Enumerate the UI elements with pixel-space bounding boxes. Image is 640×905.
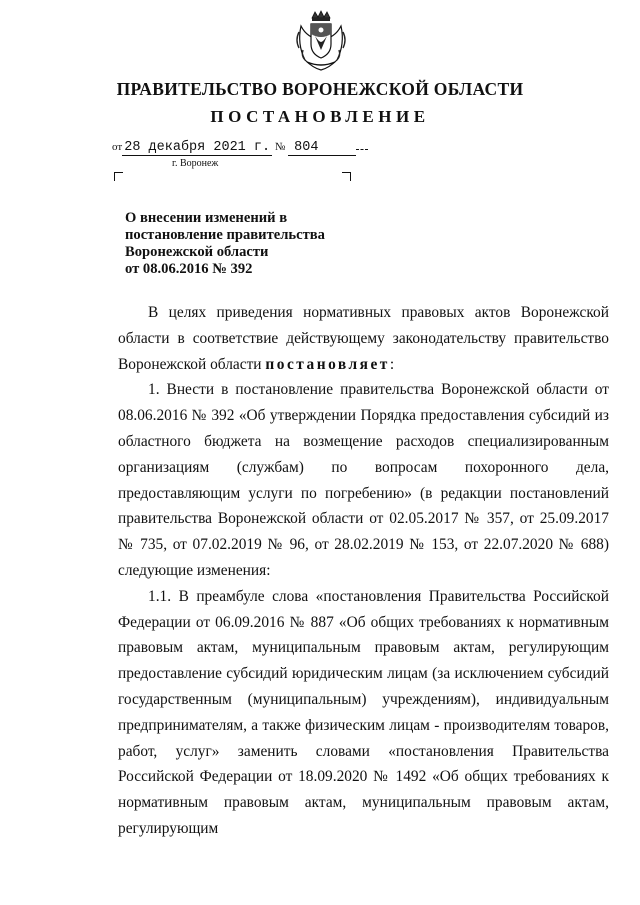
document-body: [118, 300, 609, 842]
clause-1-paragraph: 1. Внести в постановление правительства Воронежской области от 08.06.2016 № 392 «Об утверждении Порядка предоставления субсидий из областного бюджета на возмещение расходов специализированным организациям (службам) по вопросам похоронного дела, предоставляющим услуги по погребению» (в редакции постановлений правительства Воронежской области от 02.05.2017 № 357, от 25.09.2017 № 735, от 07.02.2019 № 96, от 28.02.2019 № 153, от 22.07.2020 № 688) следующие изменения:: [118, 381, 609, 579]
subject-line: Воронежской области: [125, 244, 269, 260]
clause-1-1-paragraph: 1.1. В преамбуле слова «постановления Правительства Российской Федерации от 06.09.2016 № 887 «Об общих требованиях к нормативным правовым актам, муниципальным правовым актам, регулирующим предоставление субсидий юридическим лицам (за исключением субсидий государственным (муниципальным) учреждениям), индивидуальным предпринимателям, а также физическим лицам - производителям товаров, работ, услуг» заменить словами «постановления Правительства Российской Федерации от 18.09.2020 № 1492 «Об общих требованиях к нормативным правовым актам, муниципальным правовым актам, регулирующим: [118, 587, 609, 837]
date-number-line: [112, 140, 368, 156]
document-number: 804: [288, 140, 356, 156]
subject-line: постановление правительства: [125, 227, 325, 243]
decree-keyword: постановляет: [265, 355, 390, 373]
subject-line: от 08.06.2016 № 392: [125, 261, 253, 277]
right-corner-mark: [342, 172, 351, 181]
date-prefix: от: [112, 141, 123, 153]
city-label: г. Воронеж: [172, 158, 219, 169]
number-prefix: №: [274, 141, 286, 153]
document-subject: [125, 210, 365, 278]
voronezh-coat-of-arms-icon: [293, 10, 349, 72]
left-corner-mark: [114, 172, 123, 181]
preamble-paragraph: [118, 300, 609, 377]
document-date: 28 декабря 2021 г.: [122, 140, 272, 156]
government-title: ПРАВИТЕЛЬСТВО ВОРОНЕЖСКОЙ ОБЛАСТИ: [116, 79, 524, 99]
preamble-end: :: [389, 355, 395, 373]
number-underline-tail: [356, 149, 368, 150]
subject-line: О внесении изменений в: [125, 210, 288, 226]
preamble-text: В целях приведения нормативных правовых актов Воронежской области в соответствие действующему законодательству правительство Воронежской области: [118, 304, 609, 373]
document-type-title: ПОСТАНОВЛЕНИЕ: [210, 107, 430, 126]
